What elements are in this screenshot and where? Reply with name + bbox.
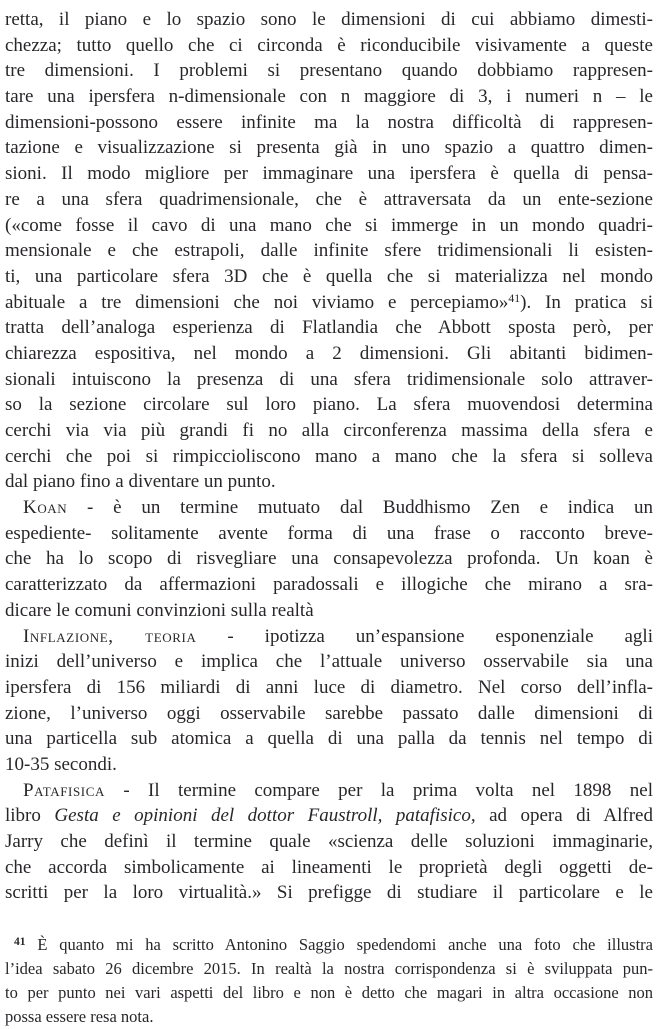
text-segment: ad opera di Alfred: [475, 805, 653, 827]
footnote: [5, 933, 653, 1029]
text-segment: dal piano fino a diventare un punto.: [5, 471, 276, 493]
text-segment: ). In pratica si: [520, 291, 653, 313]
text-line: [5, 546, 653, 572]
text-segment: mensionale e che estrapoli, dalle infinite sfere tridimensionali li esisten-: [5, 240, 653, 262]
text-segment: espediente- solitamente avente forma di una frase o racconto breve-: [5, 522, 653, 544]
text-segment: abituale a tre dimensioni che noi viviamo e percepiamo»: [5, 291, 509, 313]
text-segment: Jarry che definì il termine quale «scienza delle soluzioni immaginarie,: [5, 831, 653, 852]
text-line: [5, 675, 653, 701]
text-segment: caratterizzato da affermazioni paradossali e illogiche che mirano a sra-: [5, 574, 653, 596]
text-line: [5, 238, 653, 264]
text-segment: che ha lo scopo di risvegliare una consapevolezza profonda. Un koan è: [5, 548, 653, 570]
text-line: [5, 598, 653, 624]
text-line: [5, 290, 653, 316]
text-line: [5, 701, 653, 727]
paragraph-dimensions: [5, 7, 653, 495]
text-segment: dimensioni-possono essere infinite ma la nostra difficoltà di rappresen-: [5, 111, 653, 133]
text-line: [5, 778, 653, 804]
paragraph-inflazione: [5, 624, 653, 778]
footnote-line: [5, 1005, 653, 1029]
text-segment-sup: 41: [508, 292, 521, 306]
text-line: [5, 469, 653, 495]
text-segment: ipersfera di 156 miliardi di anni luce di diametro. Nel corso dell’infla-: [5, 676, 653, 698]
text-segment: re a una sfera quadrimensionale, che è attraversata da un ente-sezione: [5, 188, 653, 210]
paragraph-koan: [5, 495, 653, 623]
text-segment: zione, l’universo oggi osservabile sarebbe passato dalle dimensioni di: [5, 702, 653, 724]
text-segment: - è un termine mutuato dal Buddhismo Zen e indica un: [67, 497, 653, 519]
text-line: [5, 829, 653, 855]
text-line: [5, 367, 653, 393]
text-segment-sc: Inflazione, teoria: [23, 625, 197, 647]
text-segment: È quanto mi ha scritto Antonino Saggio spedendomi anche una foto che illustra: [25, 935, 653, 955]
text-line: [5, 264, 653, 290]
text-line: [5, 187, 653, 213]
text-line: [5, 110, 653, 136]
text-line: [5, 418, 653, 444]
text-line: [5, 572, 653, 598]
text-segment: - Il termine compare per la prima volta nel 1898 nel: [104, 779, 653, 801]
text-line: [5, 33, 653, 59]
text-segment: scritti per la loro virtualità.» Si prefigge di studiare il particolare e le: [5, 882, 653, 904]
text-segment: 10-35 secondi.: [5, 753, 117, 775]
text-line: [5, 649, 653, 675]
text-segment: - ipotizza un’espansione esponenziale agli: [196, 625, 653, 647]
text-segment: dicare le comuni convinzioni sulla realtà: [5, 599, 314, 621]
text-segment: to per punto nei vari aspetti del libro e non è detto che magari in altra occasione non: [5, 983, 653, 1003]
text-line: [5, 495, 653, 521]
text-line: [5, 726, 653, 752]
text-line: [5, 521, 653, 547]
text-line: [5, 315, 653, 341]
text-line: [5, 213, 653, 239]
paragraph-patafisica: [5, 778, 653, 906]
footnote-line: [5, 933, 653, 957]
text-line: [5, 84, 653, 110]
text-line: [5, 624, 653, 650]
text-segment: («come fosse il cavo di una mano che si immerge in un mondo quadri-: [5, 214, 653, 236]
text-segment: tazione e visualizzazione si presenta già in uno spazio a quattro dimen-: [5, 137, 653, 159]
text-segment: cerchi via via più grandi fi no alla circonferenza massima della sfera e: [5, 420, 653, 441]
text-line: [5, 341, 653, 367]
text-segment: tre dimensioni. I problemi si presentano quando dobbiamo rappresen-: [5, 60, 653, 82]
text-line: [5, 752, 653, 778]
text-line: [5, 7, 653, 33]
text-segment: sionali intuiscono la presenza di una sfera tridimensionale solo attraver-: [5, 368, 653, 390]
text-line: [5, 392, 653, 418]
text-line: [5, 135, 653, 161]
text-segment: chiarezza espositiva, nel mondo a 2 dimensioni. Gli abitanti bidimen-: [5, 342, 653, 364]
text-segment-i: Gesta e opinioni del dottor Faustroll, patafisico,: [54, 805, 476, 827]
footnote-line: [5, 981, 653, 1005]
text-segment: tratta dell’analoga esperienza di Flatlandia che Abbott sposta però, per: [5, 317, 653, 339]
text-segment: libro: [5, 805, 55, 827]
text-segment: so la sezione circolare sul loro piano. La sfera muovendosi determina: [5, 394, 653, 416]
text-line: [5, 880, 653, 906]
footnote-line: [5, 957, 653, 981]
page-body-text: [5, 7, 653, 906]
text-line: [5, 161, 653, 187]
text-segment: inizi dell’universo e implica che l’attuale universo osservabile sia una: [5, 651, 653, 673]
text-line: [5, 58, 653, 84]
text-line: [5, 444, 653, 470]
text-line: [5, 855, 653, 881]
text-segment-sc: Koan: [23, 497, 68, 519]
text-segment: cerchi che poi si rimpiccioliscono mano a mano che la sfera si solleva: [5, 445, 653, 467]
text-segment-supb: 41: [14, 936, 26, 949]
text-segment: retta, il piano e lo spazio sono le dimensioni di cui abbiamo dimesti-: [5, 9, 653, 30]
text-segment: possa essere resa nota.: [5, 1007, 154, 1027]
text-segment: ti, una particolare sfera 3D che è quella che si materializza nel mondo: [5, 265, 653, 287]
text-segment: l’idea sabato 26 dicembre 2015. In realtà la nostra corrispondenza si è sviluppata pun-: [5, 959, 653, 979]
text-segment-sc: Patafisica: [23, 779, 105, 801]
text-segment: tare una ipersfera n-dimensionale con n maggiore di 3, i numeri n – le: [5, 86, 653, 108]
text-segment: una particella sub atomica a quella di una palla da tennis nel tempo di: [5, 728, 653, 750]
text-line: [5, 803, 653, 829]
text-segment: che accorda simbolicamente ai lineamenti le proprietà degli oggetti de-: [5, 856, 653, 878]
text-segment: sioni. Il modo migliore per immaginare una ipersfera è quella di pensa-: [5, 163, 653, 185]
text-segment: chezza; tutto quello che ci circonda è riconducibile visivamente a queste: [5, 34, 653, 56]
